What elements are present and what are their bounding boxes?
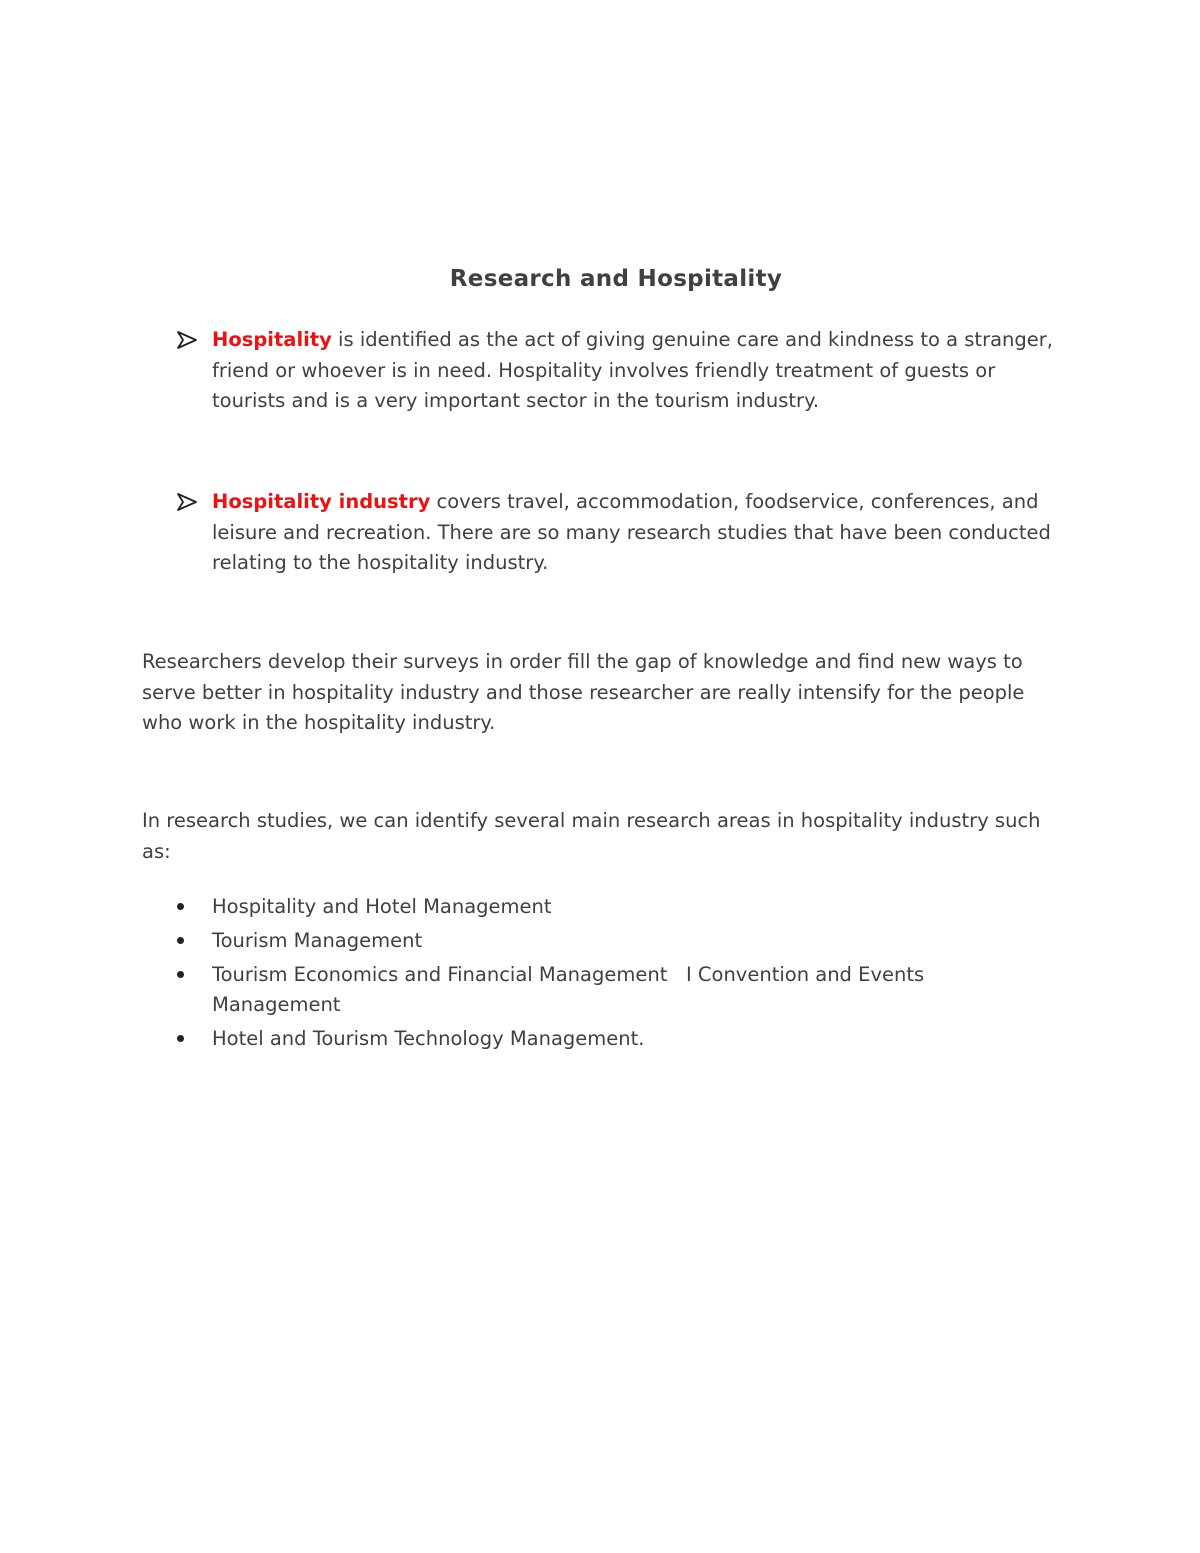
research-areas-list — [176, 892, 996, 1058]
highlight-term: Hospitality — [212, 328, 332, 351]
bullet-dot-icon — [177, 903, 184, 910]
list-item-text: Tourism Management — [212, 929, 423, 952]
arrow-item-body: is identified as the act of giving genuine care and kindness to a stranger, friend or whoever is in need. Hospitality involves friendly treatment of guests or tourists and is a very important sector in the tourism industry. — [212, 328, 1053, 412]
bullet-dot-icon — [177, 937, 184, 944]
page-title: Research and Hospitality — [449, 266, 783, 292]
bullet-dot-icon — [177, 1035, 184, 1042]
list-item — [176, 1024, 996, 1054]
arrow-list-item — [176, 325, 1056, 417]
list-item-text: Hotel and Tourism Technology Management. — [212, 1027, 645, 1050]
arrow-item-text — [212, 487, 1056, 579]
arrowhead-bullet-icon — [176, 325, 198, 355]
arrowhead-bullet-icon — [176, 487, 198, 517]
arrow-item-text — [212, 325, 1056, 417]
body-paragraph: In research studies, we can identify several main research areas in hospitality industry such as: — [142, 809, 1041, 863]
list-item — [176, 926, 996, 956]
list-item — [176, 960, 996, 1020]
list-item — [176, 892, 996, 922]
body-paragraph: Researchers develop their surveys in order fill the gap of knowledge and find new ways to serve better in hospitality industry and those researcher are really intensify for the people who work in the hospitality industry. — [142, 650, 1025, 734]
list-item-text: Hospitality and Hotel Management — [212, 895, 552, 918]
bullet-dot-icon — [177, 971, 184, 978]
arrow-item-body: covers travel, accommodation, foodservice, conferences, and leisure and recreation. There are so many research studies that have been conducted relating to the hospitality industry. — [212, 490, 1051, 574]
arrow-list-item — [176, 487, 1056, 579]
highlight-term: Hospitality industry — [212, 490, 431, 513]
list-item-text: Tourism Economics and Financial Management I Convention and Events Management — [212, 963, 931, 1016]
